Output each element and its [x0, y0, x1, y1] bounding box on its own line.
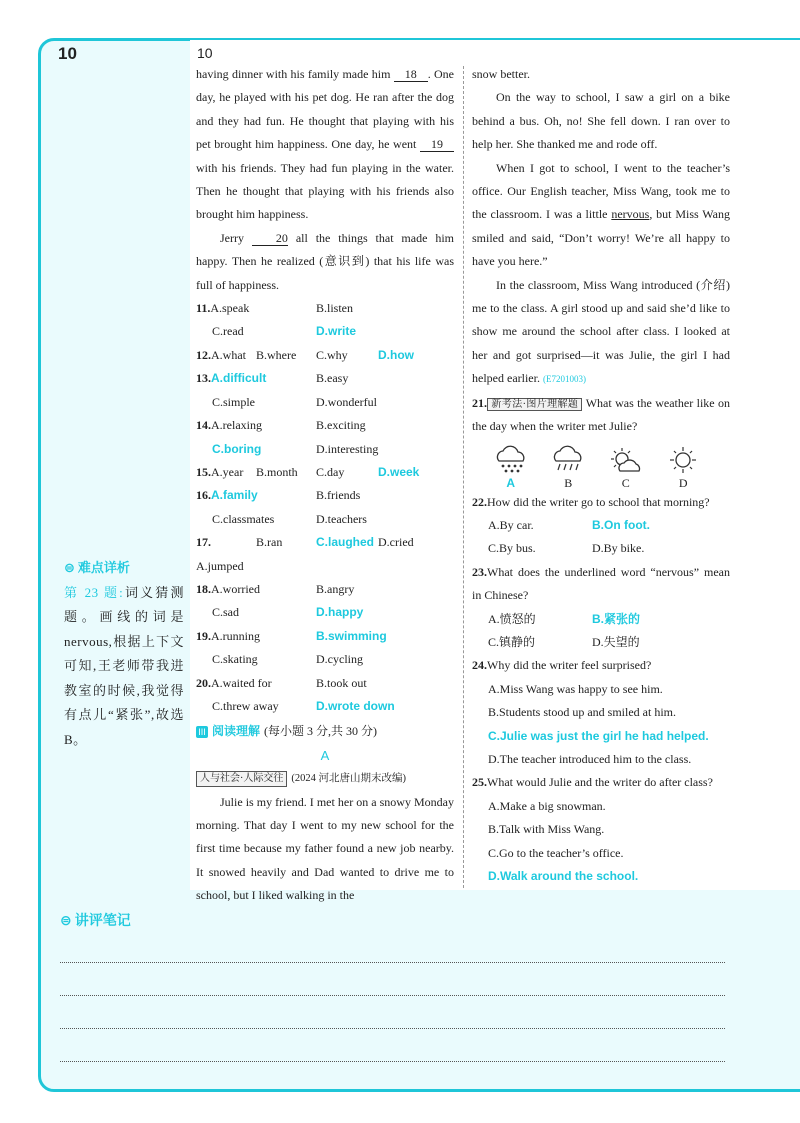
passage-paragraph: having dinner with his family made him 18 . One day, he played with his pet dog. He ran after the dog and they had fun. He thought that playing with his pet brought him happiness. One day, he went 19 with his friends. They had fun playing in the water. Then he thought that playing with his friends also brought him happiness.: [196, 67, 454, 222]
option-answer[interactable]: D.write: [316, 324, 357, 339]
option[interactable]: C.classmates: [212, 511, 275, 526]
page-number-top: 10: [197, 45, 213, 61]
option[interactable]: D.失望的: [592, 634, 640, 649]
option[interactable]: B.Talk with Miss Wang.: [488, 822, 605, 837]
question-11-options: 11.A.speak B.listen: [196, 297, 454, 320]
question-19-options: 19.A.running B.swimming: [196, 625, 454, 648]
option[interactable]: C.day: [316, 464, 345, 479]
question-11-options: [196, 320, 454, 343]
option-answer[interactable]: C.boring: [212, 441, 262, 456]
question-number: 18: [196, 581, 208, 596]
right-column: [472, 63, 730, 888]
option-answer[interactable]: D.Walk around the school.: [488, 869, 639, 883]
option[interactable]: C.By bus.: [488, 541, 536, 556]
question-number: 15: [196, 464, 208, 479]
question-number: 14: [196, 418, 208, 433]
question-18-options: [196, 601, 454, 624]
weather-label-c: C: [621, 475, 630, 490]
weather-label-a: A: [506, 475, 516, 490]
section-header: [196, 720, 454, 743]
option[interactable]: C.simple: [212, 394, 256, 409]
underlined-word: nervous: [611, 207, 650, 222]
weather-option-d[interactable]: [660, 445, 706, 491]
side-note-text: 词义猜测题。画线的词是 nervous,根据上下文可知,王老师带我进教室的时候,我觉得有点儿“紧张”,故选 B。: [64, 584, 184, 747]
option[interactable]: A.speak: [210, 301, 250, 316]
question-tag: 新考法·图片理解题: [487, 398, 582, 411]
question-number: 12: [196, 347, 208, 362]
question-16-options: [196, 508, 454, 531]
note-line[interactable]: [60, 1029, 725, 1062]
note-line[interactable]: [60, 996, 725, 1029]
q24-options: [472, 678, 730, 772]
notes-title: 讲评笔记: [74, 912, 131, 928]
lightbulb-icon: ⊜: [64, 560, 75, 575]
snow-cloud-icon: [491, 445, 531, 475]
option[interactable]: B.took out: [316, 675, 367, 690]
question-19-options: [196, 648, 454, 671]
passage-paragraph: On the way to school, I saw a girl on a bike behind a bus. Oh, no! She fell down. I ran over to help her. She thanked me and rode off.: [472, 90, 730, 152]
note-line[interactable]: [60, 930, 725, 963]
left-column: [196, 63, 454, 908]
section-icon: III: [196, 726, 208, 738]
option[interactable]: D.The teacher introduced him to the class.: [488, 751, 692, 766]
side-note-header: [64, 556, 184, 581]
option-answer[interactable]: D.how: [378, 347, 414, 362]
q25-options: [472, 795, 730, 889]
option[interactable]: D.interesting: [316, 441, 379, 456]
option[interactable]: A.relaxing: [211, 418, 262, 433]
option[interactable]: D.teachers: [316, 511, 367, 526]
question-number: 13: [196, 371, 208, 386]
option[interactable]: A.jumped: [196, 558, 244, 573]
passage-source: (2024 河北唐山期末改编): [291, 773, 406, 785]
q22-options: [472, 514, 730, 537]
option[interactable]: B.angry: [316, 581, 355, 596]
question-number: 20: [196, 675, 208, 690]
question-code: (E7201003): [542, 374, 586, 385]
passage-paragraph: Jerry 20 all the things that made him happy. Then he realized (意识到) that his life was full of happiness.: [196, 230, 454, 292]
notes-area: [60, 910, 725, 1062]
option-answer[interactable]: D.week: [378, 464, 420, 479]
passage-paragraph: Julie is my friend. I met her on a snowy Monday morning. That day I went to my new school for the first time because my father found a new job nearby. It snowed heavily and Dad wanted to drive me to school, but I liked walking in the: [196, 794, 454, 903]
question-number: 17: [196, 535, 208, 550]
option[interactable]: C.skating: [212, 652, 258, 667]
weather-label-d: D: [678, 475, 688, 490]
blank-18: 18: [394, 67, 428, 82]
page-number-left: 10: [58, 44, 77, 63]
topic-tag: 人与社会·人际交往: [196, 771, 287, 787]
notes-icon: ⊜: [60, 911, 72, 928]
question-13-options: [196, 391, 454, 414]
option[interactable]: C.why: [316, 347, 348, 362]
question-23: 23.What does the underlined word “nervous” mean in Chinese?: [472, 564, 730, 603]
option[interactable]: B.month: [256, 464, 298, 479]
option-answer[interactable]: A.difficult: [211, 371, 267, 386]
question-22: 22.How did the writer go to school that morning?: [472, 494, 710, 509]
weather-options: [482, 445, 712, 491]
option-answer[interactable]: D.wrote down: [316, 698, 395, 713]
option[interactable]: C.镇静的: [488, 634, 536, 649]
q23-options: [472, 631, 730, 654]
rain-cloud-icon: [548, 445, 588, 475]
option-answer[interactable]: C.laughed: [316, 535, 375, 550]
passage-letter: A: [320, 747, 330, 763]
weather-option-a[interactable]: [488, 445, 534, 491]
question-20-options: 20.A.waited for B.took out: [196, 672, 454, 695]
option[interactable]: C.read: [212, 324, 244, 339]
question-20-options: [196, 695, 454, 718]
question-21: 21. 新考法·图片理解题 What was the weather like on the day when the writer met Julie?: [472, 395, 730, 434]
option[interactable]: D.wonderful: [316, 394, 377, 409]
side-note-body: [64, 581, 184, 753]
option-answer[interactable]: B.紧张的: [592, 611, 641, 626]
option[interactable]: A.waited for: [211, 675, 272, 690]
note-line[interactable]: [60, 963, 725, 996]
option[interactable]: B.Students stood up and smiled at him.: [488, 705, 676, 720]
question-number: 11: [196, 301, 208, 316]
question-25: 25.What would Julie and the writer do after class?: [472, 775, 713, 790]
option[interactable]: B.where: [256, 347, 297, 362]
weather-label-b: B: [564, 475, 573, 490]
passage-paragraph: When I got to school, I went to the teacher’s office. Our English teacher, Miss Wang, took me to the classroom. I was a little nervous, but Miss Wang smiled and said, “Don’t worry! We’re all happy to have you here.”: [472, 160, 730, 269]
option[interactable]: A.Miss Wang was happy to see him.: [488, 681, 663, 696]
option-answer[interactable]: D.happy: [316, 605, 364, 620]
option[interactable]: D.cried: [378, 535, 414, 550]
side-note: [64, 556, 184, 752]
option[interactable]: A.worried: [211, 581, 260, 596]
weather-option-c[interactable]: [603, 445, 649, 491]
side-note-question: 第 23 题:: [64, 584, 124, 600]
question-17-options: 17.A.jumped B.ran C.laughed D.cried: [196, 531, 454, 578]
option-answer[interactable]: B.On foot.: [592, 517, 650, 532]
option[interactable]: C.threw away: [212, 698, 279, 713]
option[interactable]: C.Go to the teacher’s office.: [488, 845, 624, 860]
question-number: 16: [196, 488, 208, 503]
question-14-options: 14.A.relaxing B.exciting: [196, 414, 454, 437]
column-divider: [463, 66, 464, 888]
option[interactable]: A.Make a big snowman.: [488, 798, 606, 813]
option[interactable]: D.By bike.: [592, 541, 645, 556]
option[interactable]: B.ran: [256, 535, 283, 550]
sun-cloud-icon: [606, 445, 646, 475]
option[interactable]: B.listen: [316, 301, 354, 316]
option-answer[interactable]: A.family: [211, 488, 258, 503]
question-24: 24.Why did the writer feel surprised?: [472, 658, 652, 673]
option[interactable]: A.愤怒的: [488, 611, 536, 626]
q22-options: [472, 537, 730, 560]
side-note-title: 难点详析: [77, 560, 130, 575]
option-answer[interactable]: C.Julie was just the girl he had helped.: [488, 728, 709, 743]
question-number: 19: [196, 628, 208, 643]
option[interactable]: B.friends: [316, 488, 361, 503]
option[interactable]: B.exciting: [316, 418, 366, 433]
question-18-options: 18.A.worried B.angry: [196, 578, 454, 601]
weather-option-b[interactable]: [545, 445, 591, 491]
blank-20: 20: [252, 231, 288, 246]
passage-source-line: [196, 767, 454, 790]
option[interactable]: B.easy: [316, 371, 349, 386]
blank-19: 19: [420, 137, 454, 152]
passage-paragraph: snow better.: [472, 67, 530, 81]
sun-icon: [663, 445, 703, 475]
option[interactable]: C.sad: [212, 605, 239, 620]
option[interactable]: D.cycling: [316, 652, 363, 667]
option-answer[interactable]: B.swimming: [316, 628, 387, 643]
option[interactable]: A.running: [211, 628, 260, 643]
q23-options: [472, 608, 730, 631]
notes-header: [60, 910, 725, 930]
section-title: 阅读理解: [212, 724, 261, 739]
question-12-options: 12.A.what B.where C.why D.how: [196, 344, 454, 367]
cloze-options: [196, 297, 454, 718]
option[interactable]: A.year: [211, 464, 244, 479]
question-14-options: [196, 438, 454, 461]
question-13-options: 13.A.difficult B.easy: [196, 367, 454, 390]
question-15-options: 15.A.year B.month C.day D.week: [196, 461, 454, 484]
option[interactable]: A.what: [211, 347, 246, 362]
passage-paragraph: In the classroom, Miss Wang introduced (介绍) me to the class. A girl stood up and said she’d like to show me around the school after class. I looked at her and got surprised—it was Julie, the girl I had helped earlier. (E7201003): [472, 277, 730, 386]
section-note: (每小题 3 分,共 30 分): [264, 724, 378, 739]
question-16-options: 16.A.family B.friends: [196, 484, 454, 507]
option[interactable]: A.By car.: [488, 517, 534, 532]
